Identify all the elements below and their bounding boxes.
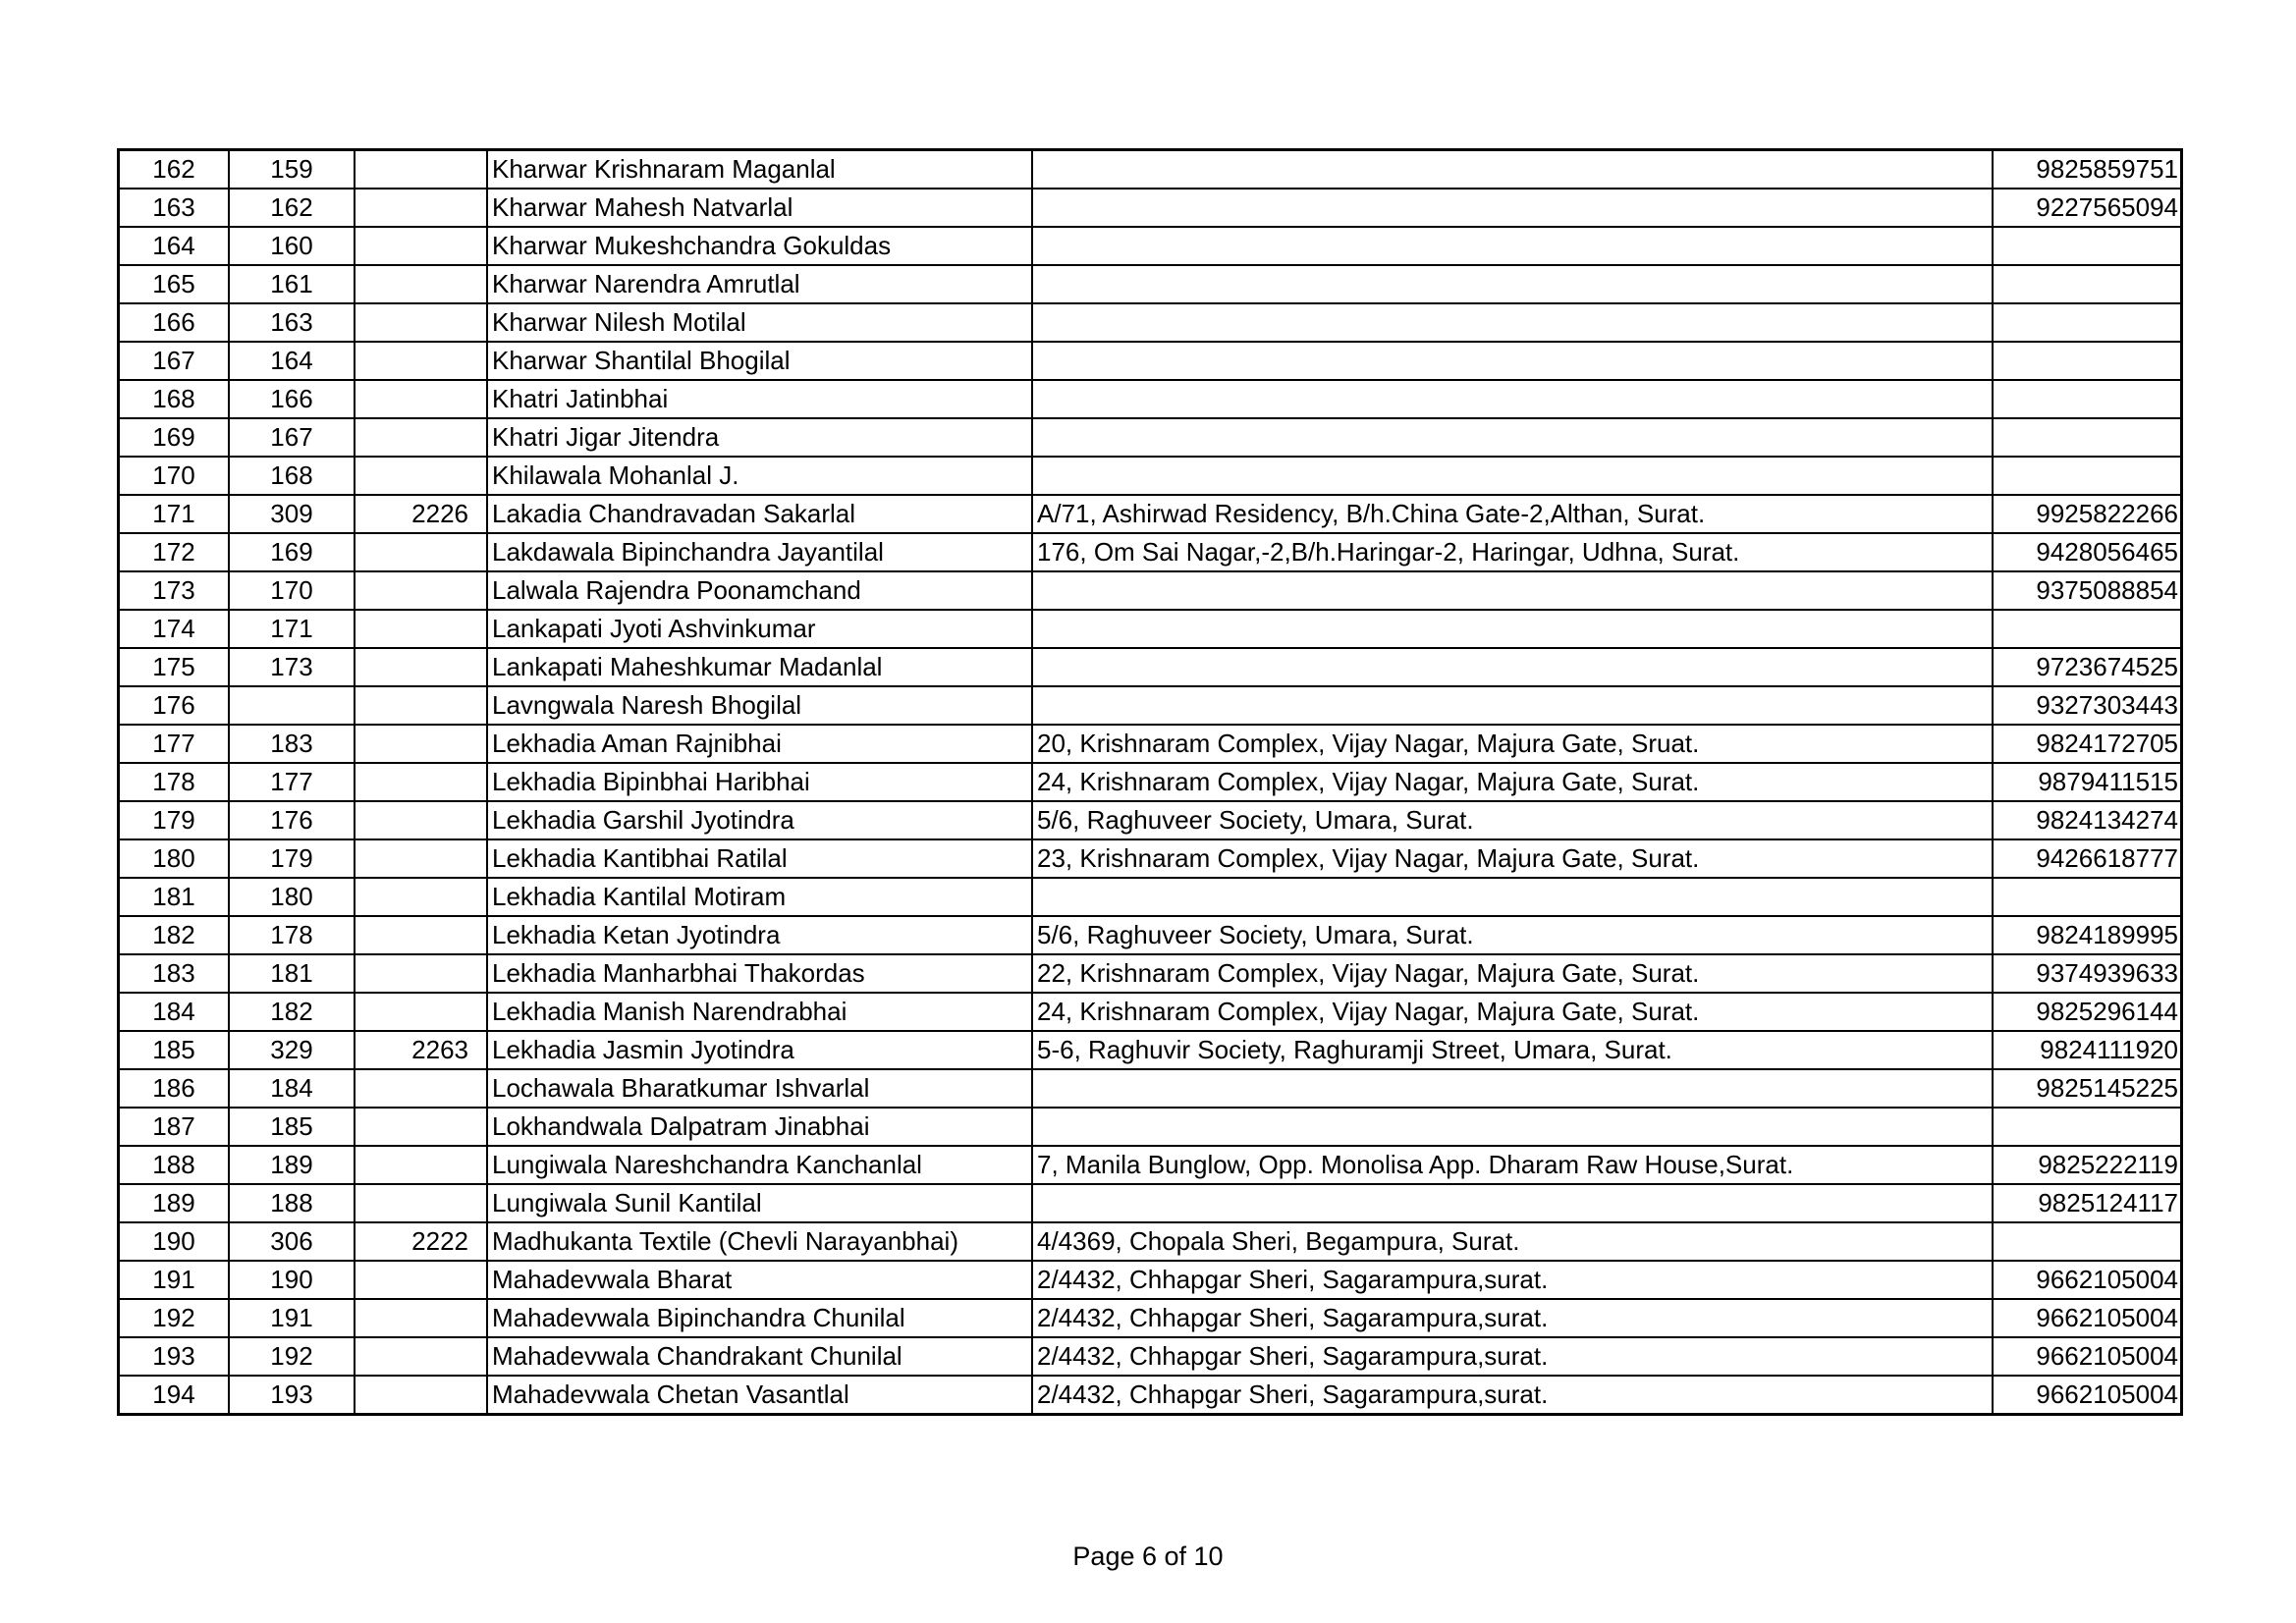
member-name-cell: Lungiwala Sunil Kantilal (487, 1184, 1032, 1222)
phone-cell: 9824189995 (1993, 916, 2182, 954)
old-number-cell: 183 (229, 725, 355, 763)
old-number-cell: 309 (229, 495, 355, 533)
table-row (119, 763, 2182, 801)
table-row (119, 495, 2182, 533)
address-cell: 2/4432, Chhapgar Sheri, Sagarampura,surat. (1032, 1337, 1993, 1376)
table-row (119, 648, 2182, 686)
address-cell: 2/4432, Chhapgar Sheri, Sagarampura,surat. (1032, 1376, 1993, 1415)
serial-number-cell: 171 (119, 495, 230, 533)
table-row (119, 686, 2182, 725)
member-number-cell (355, 1299, 487, 1337)
member-name-cell: Mahadevwala Chandrakant Chunilal (487, 1337, 1032, 1376)
serial-number-cell: 167 (119, 342, 230, 380)
old-number-cell: 159 (229, 150, 355, 189)
member-name-cell: Kharwar Mahesh Natvarlal (487, 189, 1032, 227)
address-cell: 5/6, Raghuveer Society, Umara, Surat. (1032, 801, 1993, 839)
address-cell (1032, 610, 1993, 648)
old-number-cell (229, 686, 355, 725)
address-cell (1032, 686, 1993, 725)
old-number-cell: 162 (229, 189, 355, 227)
member-number-cell (355, 227, 487, 265)
old-number-cell: 166 (229, 380, 355, 418)
member-name-cell: Lavngwala Naresh Bhogilal (487, 686, 1032, 725)
member-number-cell (355, 1261, 487, 1299)
old-number-cell: 192 (229, 1337, 355, 1376)
member-number-cell (355, 150, 487, 189)
member-name-cell: Lekhadia Aman Rajnibhai (487, 725, 1032, 763)
table-row (119, 418, 2182, 457)
address-cell: 23, Krishnaram Complex, Vijay Nagar, Majura Gate, Surat. (1032, 839, 1993, 878)
address-cell (1032, 1069, 1993, 1108)
serial-number-cell: 182 (119, 916, 230, 954)
serial-number-cell: 176 (119, 686, 230, 725)
table-row (119, 916, 2182, 954)
member-name-cell: Lekhadia Manish Narendrabhai (487, 993, 1032, 1031)
member-name-cell: Lokhandwala Dalpatram Jinabhai (487, 1108, 1032, 1146)
address-cell (1032, 1184, 1993, 1222)
serial-number-cell: 179 (119, 801, 230, 839)
phone-cell: 9925822266 (1993, 495, 2182, 533)
address-cell: 2/4432, Chhapgar Sheri, Sagarampura,surat. (1032, 1261, 1993, 1299)
member-name-cell: Mahadevwala Bharat (487, 1261, 1032, 1299)
member-number-cell (355, 648, 487, 686)
table-row (119, 1031, 2182, 1069)
old-number-cell: 180 (229, 878, 355, 916)
member-name-cell: Lankapati Maheshkumar Madanlal (487, 648, 1032, 686)
table-row (119, 610, 2182, 648)
phone-cell (1993, 1108, 2182, 1146)
member-number-cell (355, 189, 487, 227)
table-row (119, 227, 2182, 265)
phone-cell: 9327303443 (1993, 686, 2182, 725)
phone-cell: 9824134274 (1993, 801, 2182, 839)
address-cell: 24, Krishnaram Complex, Vijay Nagar, Majura Gate, Surat. (1032, 993, 1993, 1031)
member-number-cell (355, 457, 487, 495)
member-name-cell: Lekhadia Kantibhai Ratilal (487, 839, 1032, 878)
phone-cell: 9825145225 (1993, 1069, 2182, 1108)
address-cell: 4/4369, Chopala Sheri, Begampura, Surat. (1032, 1222, 1993, 1261)
address-cell (1032, 418, 1993, 457)
table-row (119, 993, 2182, 1031)
address-cell: 20, Krishnaram Complex, Vijay Nagar, Majura Gate, Sruat. (1032, 725, 1993, 763)
old-number-cell: 168 (229, 457, 355, 495)
member-table-body (119, 150, 2182, 1415)
member-number-cell (355, 916, 487, 954)
member-name-cell: Lalwala Rajendra Poonamchand (487, 571, 1032, 610)
member-number-cell (355, 993, 487, 1031)
member-number-cell (355, 303, 487, 342)
member-name-cell: Madhukanta Textile (Chevli Narayanbhai) (487, 1222, 1032, 1261)
serial-number-cell: 183 (119, 954, 230, 993)
serial-number-cell: 166 (119, 303, 230, 342)
member-number-cell (355, 725, 487, 763)
address-cell: A/71, Ashirwad Residency, B/h.China Gate-2,Althan, Surat. (1032, 495, 1993, 533)
phone-cell (1993, 418, 2182, 457)
serial-number-cell: 181 (119, 878, 230, 916)
member-number-cell (355, 878, 487, 916)
table-row (119, 1337, 2182, 1376)
phone-cell (1993, 227, 2182, 265)
serial-number-cell: 189 (119, 1184, 230, 1222)
member-name-cell: Lekhadia Ketan Jyotindra (487, 916, 1032, 954)
member-name-cell: Kharwar Krishnaram Maganlal (487, 150, 1032, 189)
serial-number-cell: 187 (119, 1108, 230, 1146)
address-cell: 22, Krishnaram Complex, Vijay Nagar, Majura Gate, Surat. (1032, 954, 1993, 993)
old-number-cell: 160 (229, 227, 355, 265)
old-number-cell: 171 (229, 610, 355, 648)
member-number-cell (355, 954, 487, 993)
table-row (119, 1261, 2182, 1299)
member-number-cell (355, 342, 487, 380)
member-number-cell (355, 686, 487, 725)
member-number-cell (355, 1184, 487, 1222)
serial-number-cell: 170 (119, 457, 230, 495)
table-row (119, 1146, 2182, 1184)
table-row (119, 954, 2182, 993)
phone-cell: 9662105004 (1993, 1299, 2182, 1337)
serial-number-cell: 193 (119, 1337, 230, 1376)
member-number-cell: 2263 (355, 1031, 487, 1069)
phone-cell: 9825124117 (1993, 1184, 2182, 1222)
member-number-cell (355, 265, 487, 303)
table-row (119, 457, 2182, 495)
member-name-cell: Lekhadia Garshil Jyotindra (487, 801, 1032, 839)
table-row (119, 725, 2182, 763)
address-cell (1032, 342, 1993, 380)
phone-cell (1993, 610, 2182, 648)
member-name-cell: Kharwar Mukeshchandra Gokuldas (487, 227, 1032, 265)
member-number-cell: 2222 (355, 1222, 487, 1261)
phone-cell: 9879411515 (1993, 763, 2182, 801)
old-number-cell: 177 (229, 763, 355, 801)
serial-number-cell: 175 (119, 648, 230, 686)
old-number-cell: 191 (229, 1299, 355, 1337)
address-cell (1032, 648, 1993, 686)
member-name-cell: Khatri Jatinbhai (487, 380, 1032, 418)
member-number-cell (355, 1108, 487, 1146)
serial-number-cell: 194 (119, 1376, 230, 1415)
old-number-cell: 167 (229, 418, 355, 457)
address-cell (1032, 457, 1993, 495)
serial-number-cell: 188 (119, 1146, 230, 1184)
member-name-cell: Kharwar Narendra Amrutlal (487, 265, 1032, 303)
member-name-cell: Lekhadia Manharbhai Thakordas (487, 954, 1032, 993)
phone-cell: 9227565094 (1993, 189, 2182, 227)
table-row (119, 1299, 2182, 1337)
old-number-cell: 182 (229, 993, 355, 1031)
serial-number-cell: 177 (119, 725, 230, 763)
phone-cell: 9825222119 (1993, 1146, 2182, 1184)
member-number-cell (355, 839, 487, 878)
phone-cell (1993, 878, 2182, 916)
serial-number-cell: 180 (119, 839, 230, 878)
phone-cell: 9662105004 (1993, 1261, 2182, 1299)
old-number-cell: 184 (229, 1069, 355, 1108)
member-number-cell (355, 1069, 487, 1108)
member-number-cell: 2226 (355, 495, 487, 533)
member-number-cell (355, 571, 487, 610)
old-number-cell: 190 (229, 1261, 355, 1299)
serial-number-cell: 191 (119, 1261, 230, 1299)
table-row (119, 839, 2182, 878)
address-cell (1032, 303, 1993, 342)
table-row (119, 1184, 2182, 1222)
phone-cell: 9428056465 (1993, 533, 2182, 571)
member-name-cell: Lekhadia Jasmin Jyotindra (487, 1031, 1032, 1069)
serial-number-cell: 186 (119, 1069, 230, 1108)
member-number-cell (355, 418, 487, 457)
phone-cell (1993, 303, 2182, 342)
old-number-cell: 163 (229, 303, 355, 342)
member-name-cell: Mahadevwala Chetan Vasantlal (487, 1376, 1032, 1415)
phone-cell (1993, 1222, 2182, 1261)
address-cell: 176, Om Sai Nagar,-2,B/h.Haringar-2, Haringar, Udhna, Surat. (1032, 533, 1993, 571)
member-name-cell: Mahadevwala Bipinchandra Chunilal (487, 1299, 1032, 1337)
member-name-cell: Lekhadia Bipinbhai Haribhai (487, 763, 1032, 801)
serial-number-cell: 162 (119, 150, 230, 189)
old-number-cell: 176 (229, 801, 355, 839)
address-cell: 7, Manila Bunglow, Opp. Monolisa App. Dharam Raw House,Surat. (1032, 1146, 1993, 1184)
address-cell: 2/4432, Chhapgar Sheri, Sagarampura,surat. (1032, 1299, 1993, 1337)
table-row (119, 150, 2182, 189)
member-name-cell: Kharwar Shantilal Bhogilal (487, 342, 1032, 380)
table-row (119, 1222, 2182, 1261)
table-row (119, 189, 2182, 227)
serial-number-cell: 172 (119, 533, 230, 571)
phone-cell (1993, 457, 2182, 495)
serial-number-cell: 174 (119, 610, 230, 648)
address-cell (1032, 1108, 1993, 1146)
address-cell: 5-6, Raghuvir Society, Raghuramji Street, Umara, Surat. (1032, 1031, 1993, 1069)
member-number-cell (355, 380, 487, 418)
table-row (119, 342, 2182, 380)
serial-number-cell: 169 (119, 418, 230, 457)
table-row (119, 801, 2182, 839)
old-number-cell: 189 (229, 1146, 355, 1184)
old-number-cell: 161 (229, 265, 355, 303)
member-name-cell: Lakdawala Bipinchandra Jayantilal (487, 533, 1032, 571)
phone-cell (1993, 380, 2182, 418)
member-name-cell: Khilawala Mohanlal J. (487, 457, 1032, 495)
address-cell (1032, 265, 1993, 303)
table-row (119, 878, 2182, 916)
member-name-cell: Lungiwala Nareshchandra Kanchanlal (487, 1146, 1032, 1184)
member-name-cell: Lekhadia Kantilal Motiram (487, 878, 1032, 916)
member-number-cell (355, 801, 487, 839)
old-number-cell: 173 (229, 648, 355, 686)
table-row (119, 380, 2182, 418)
member-number-cell (355, 533, 487, 571)
member-name-cell: Kharwar Nilesh Motilal (487, 303, 1032, 342)
old-number-cell: 170 (229, 571, 355, 610)
phone-cell: 9374939633 (1993, 954, 2182, 993)
member-name-cell: Lakadia Chandravadan Sakarlal (487, 495, 1032, 533)
serial-number-cell: 190 (119, 1222, 230, 1261)
table-row (119, 1108, 2182, 1146)
serial-number-cell: 185 (119, 1031, 230, 1069)
address-cell (1032, 571, 1993, 610)
table-row (119, 533, 2182, 571)
phone-cell (1993, 342, 2182, 380)
member-number-cell (355, 1337, 487, 1376)
serial-number-cell: 164 (119, 227, 230, 265)
old-number-cell: 185 (229, 1108, 355, 1146)
old-number-cell: 306 (229, 1222, 355, 1261)
phone-cell (1993, 265, 2182, 303)
old-number-cell: 179 (229, 839, 355, 878)
phone-cell: 9426618777 (1993, 839, 2182, 878)
old-number-cell: 164 (229, 342, 355, 380)
member-number-cell (355, 610, 487, 648)
phone-cell: 9824111920 (1993, 1031, 2182, 1069)
serial-number-cell: 163 (119, 189, 230, 227)
old-number-cell: 181 (229, 954, 355, 993)
serial-number-cell: 165 (119, 265, 230, 303)
serial-number-cell: 178 (119, 763, 230, 801)
address-cell: 5/6, Raghuveer Society, Umara, Surat. (1032, 916, 1993, 954)
old-number-cell: 178 (229, 916, 355, 954)
member-name-cell: Lochawala Bharatkumar Ishvarlal (487, 1069, 1032, 1108)
serial-number-cell: 168 (119, 380, 230, 418)
old-number-cell: 169 (229, 533, 355, 571)
table-row (119, 1069, 2182, 1108)
address-cell (1032, 150, 1993, 189)
phone-cell: 9662105004 (1993, 1337, 2182, 1376)
old-number-cell: 188 (229, 1184, 355, 1222)
member-table (117, 148, 2183, 1416)
serial-number-cell: 192 (119, 1299, 230, 1337)
member-name-cell: Khatri Jigar Jitendra (487, 418, 1032, 457)
member-name-cell: Lankapati Jyoti Ashvinkumar (487, 610, 1032, 648)
phone-cell: 9375088854 (1993, 571, 2182, 610)
phone-cell: 9825859751 (1993, 150, 2182, 189)
old-number-cell: 329 (229, 1031, 355, 1069)
address-cell (1032, 878, 1993, 916)
phone-cell: 9723674525 (1993, 648, 2182, 686)
phone-cell: 9825296144 (1993, 993, 2182, 1031)
table-row (119, 571, 2182, 610)
old-number-cell: 193 (229, 1376, 355, 1415)
serial-number-cell: 184 (119, 993, 230, 1031)
table-row (119, 1376, 2182, 1415)
member-number-cell (355, 1376, 487, 1415)
member-number-cell (355, 1146, 487, 1184)
phone-cell: 9662105004 (1993, 1376, 2182, 1415)
table-row (119, 303, 2182, 342)
address-cell (1032, 380, 1993, 418)
page-number: Page 6 of 10 (1072, 1542, 1224, 1571)
member-number-cell (355, 763, 487, 801)
address-cell: 24, Krishnaram Complex, Vijay Nagar, Majura Gate, Surat. (1032, 763, 1993, 801)
table-row (119, 265, 2182, 303)
address-cell (1032, 189, 1993, 227)
phone-cell: 9824172705 (1993, 725, 2182, 763)
address-cell (1032, 227, 1993, 265)
serial-number-cell: 173 (119, 571, 230, 610)
